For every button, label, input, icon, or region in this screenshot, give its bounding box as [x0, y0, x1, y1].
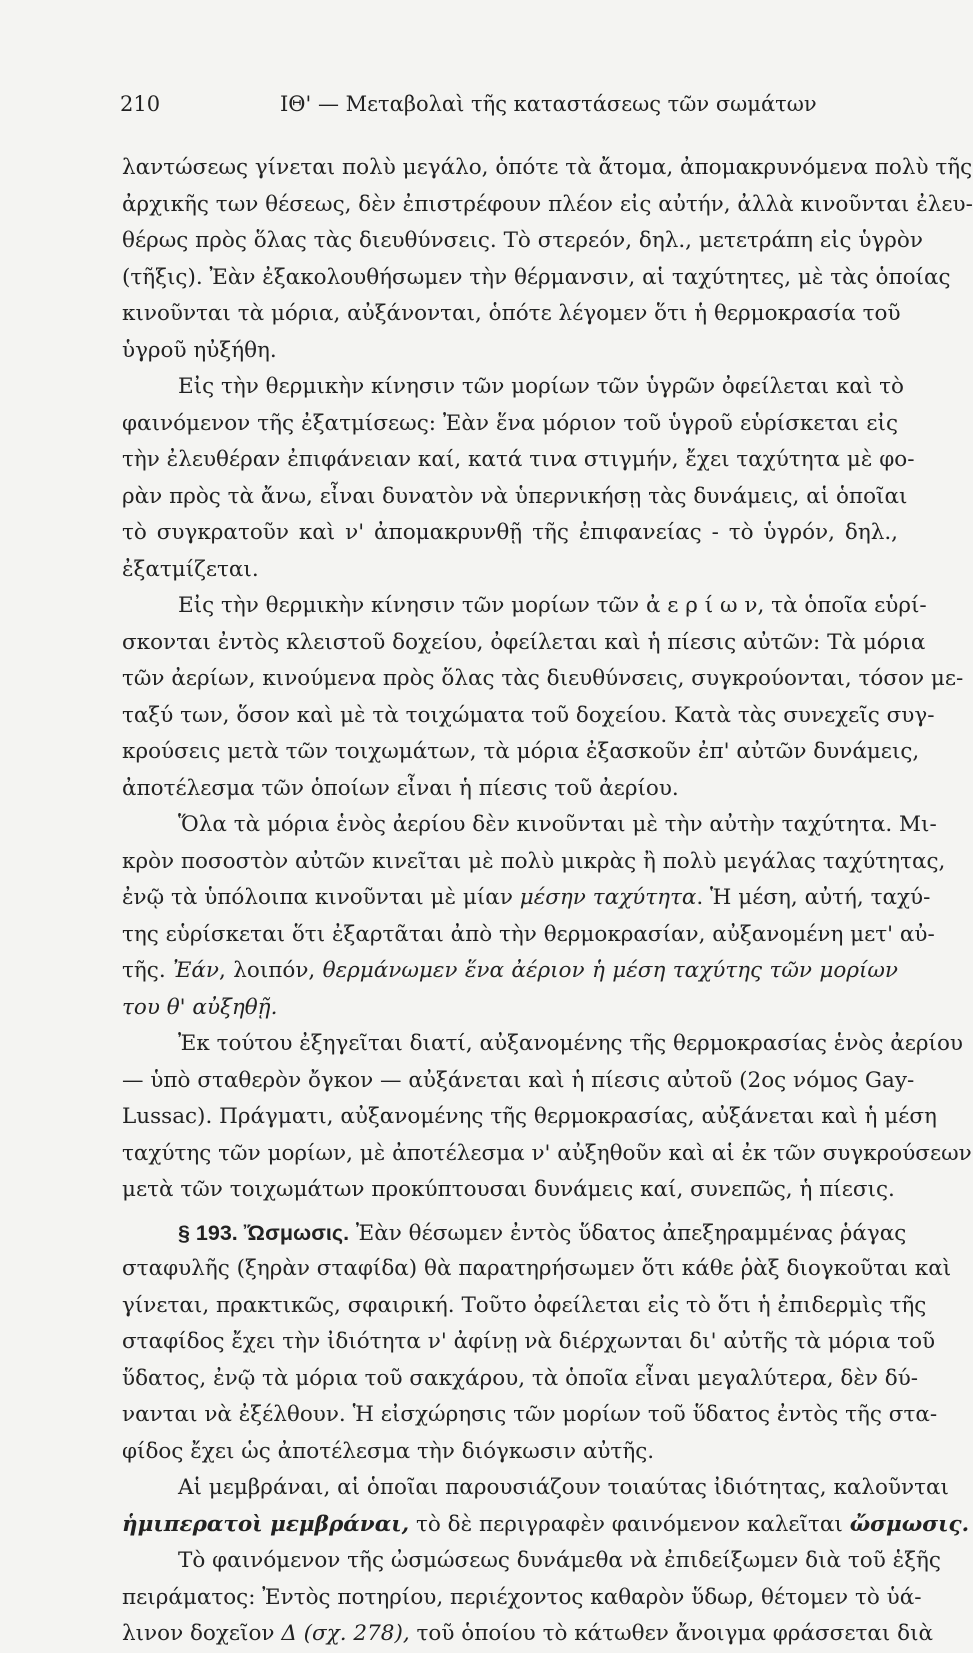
page-number: 210 — [120, 92, 161, 116]
page-header — [120, 92, 900, 122]
text-line: ἀρχικῆς των θέσεως, δὲν ἐπιστρέφουν πλέον εἰς αὐτήν, ἀλλὰ κινοῦνται ἐλευ- — [122, 191, 973, 217]
text-line: Αἱ μεμβράναι, αἱ ὁποῖαι παρουσιάζουν τοιαύτας ἰδιότητας, καλοῦνται — [178, 1475, 949, 1500]
text-line: σκονται ἐντὸς κλειστοῦ δοχείου, ὀφείλεται καὶ ἡ πίεσις αὐτῶν: Τὰ μόρια — [122, 629, 926, 655]
text-line: σταφυλῆς (ξηρὰν σταφίδα) θὰ παρατηρήσωμεν ὅτι κάθε ῥὰξ διογκοῦται καὶ — [122, 1256, 952, 1281]
text-line: ὑγροῦ ηὐξήθη. — [122, 337, 277, 363]
text-line: πειράματος: Ἐντὸς ποτηρίου, περιέχοντος καθαρὸν ὕδωρ, θέτομεν τὸ ὑά- — [122, 1584, 922, 1610]
text-line: Τὸ φαινόμενον τῆς ὠσμώσεως δυνάμεθα νὰ ἐπιδείξωμεν διὰ τοῦ ἑξῆς — [178, 1548, 941, 1573]
text-run: . Ἡ μέση, αὐτή, ταχύ- — [696, 885, 931, 910]
text-line: θέρως πρὸς ὅλας τὰς διευθύνσεις. Τὸ στερεόν, δηλ., μετετράπη εἰς ὑγρὸν — [122, 228, 923, 253]
text-line — [122, 953, 898, 990]
text-line: (τῆξις). Ἐὰν ἐξακολουθήσωμεν τὴν θέρμανσιν, αἱ ταχύτητες, μὲ τὰς ὁποίας — [122, 264, 951, 290]
bold-term: ὤσμωσις. — [849, 1511, 970, 1537]
text-run: τῆς. — [122, 958, 174, 983]
text-run: τοῦ ὁποίου τὸ κάτωθεν ἄνοιγμα φράσσεται διὰ — [409, 1621, 934, 1646]
text-run: ἐνῷ τὰ ὑπόλοιπα κινοῦνται μὲ μίαν — [122, 885, 520, 910]
text-line: της εὑρίσκεται ὅτι ἐξαρτᾶται ἀπὸ τὴν θερμοκρασίαν, αὐξανομένη μετ' αὐ- — [122, 921, 935, 947]
text-line: του θ' αὐξηθῇ. — [122, 994, 278, 1020]
text-line: λαντώσεως γίνεται πολὺ μεγάλο, ὁπότε τὰ ἄτομα, ἀπομακρυνόμενα πολὺ τῆς — [122, 155, 973, 180]
italic-term: μέσην ταχύτητα — [519, 885, 697, 910]
text-line: — ὑπὸ σταθερὸν ὄγκον — αὐξάνεται καὶ ἡ πίεσις αὐτοῦ (2ος νόμος Gay- — [122, 1067, 915, 1093]
text-run: λινον δοχεῖον — [122, 1621, 282, 1646]
text-line — [122, 1507, 970, 1544]
text-line: τῶν ἀερίων, κινούμενα πρὸς ὅλας τὰς διευθύνσεις, συγκρούονται, τόσον με- — [122, 666, 964, 691]
text-line: σταφίδος ἔχει τὴν ἰδιότητα ν' ἀφίνῃ νὰ διέρχωνται δι' αὐτῆς τὰ μόρια τοῦ — [122, 1329, 936, 1354]
text-line: ρὰν πρὸς τὰ ἄνω, εἶναι δυνατὸν νὰ ὑπερνικήσῃ τὰς δυνάμεις, αἱ ὁποῖαι — [122, 483, 908, 509]
text-line: ἀποτέλεσμα τῶν ὁποίων εἶναι ἡ πίεσις τοῦ ἀερίου. — [122, 775, 679, 801]
text-line: ἐξατμίζεται. — [122, 556, 259, 582]
bold-term: ἡμιπερατοὶ μεμβράναι, — [122, 1511, 410, 1537]
text-line: γίνεται, πρακτικῶς, σφαιρική. Τοῦτο ὀφείλεται εἰς τὸ ὅτι ἡ ἐπιδερμὶς τῆς — [122, 1292, 927, 1318]
text-line: τὴν ἐλευθέραν ἐπιφάνειαν καί, κατά τινα στιγμήν, ἔχει ταχύτητα μὲ φο- — [122, 447, 915, 472]
text-line: τὸ συγκρατοῦν καὶ ν' ἀπομακρυνθῇ τῆς ἐπιφανείας - τὸ ὑγρόν, δηλ., — [122, 520, 898, 545]
text-line: ταχύτης τῶν μορίων, μὲ ἀποτέλεσμα ν' αὐξηθοῦν καὶ αἱ ἐκ τῶν συγκρούσεων — [122, 1140, 972, 1166]
section-heading-line — [122, 1215, 907, 1252]
text-line: Ἐκ τούτου ἐξηγεῖται διατί, αὐξανομένης τῆς θερμοκρασίας ἑνὸς ἀερίου — [178, 1031, 963, 1056]
text-run: τὸ δὲ περιγραφὲν φαινόμενον καλεῖται — [409, 1511, 850, 1537]
text-line: Εἰς τὴν θερμικὴν κίνησιν τῶν μορίων τῶν ὑγρῶν ὀφείλεται καὶ τὸ — [178, 374, 905, 399]
text-run: , λοιπόν, — [219, 958, 323, 983]
text-line: Ὅλα τὰ μόρια ἑνὸς ἀερίου δὲν κινοῦνται μὲ τὴν αὐτὴν ταχύτητα. Μι- — [178, 812, 937, 837]
running-title: ΙΘ' — Μεταβολαὶ τῆς καταστάσεως τῶν σωμάτων — [280, 92, 817, 116]
body-text — [122, 150, 973, 1653]
text-line: φαινόμενον τῆς ἐξατμίσεως: Ἐὰν ἕνα μόριον τοῦ ὑγροῦ εὑρίσκεται εἰς — [122, 410, 898, 436]
text-line: κινοῦνται τὰ μόρια, αὐξάνονται, ὁπότε λέγομεν ὅτι ἡ θερμοκρασία τοῦ — [122, 301, 901, 326]
text-line: νανται νὰ ἐξέλθουν. Ἡ εἰσχώρησις τῶν μορίων τοῦ ὕδατος ἐντὸς τῆς στα- — [122, 1402, 938, 1427]
text-line: ὕδατος, ἐνῷ τὰ μόρια τοῦ σακχάρου, τὰ ὁποῖα εἶναι μεγαλύτερα, δὲν δύ- — [122, 1365, 919, 1391]
italic-term: Ἐάν — [173, 958, 220, 983]
text-line: κρὸν ποσοστὸν αὐτῶν κινεῖται μὲ πολὺ μικρὰς ἢ πολὺ μεγάλας ταχύτητας, — [122, 848, 946, 874]
figure-reference: Δ (σχ. 278), — [281, 1621, 410, 1646]
text-line: κρούσεις μετὰ τῶν τοιχωμάτων, τὰ μόρια ἐξασκοῦν ἐπ' αὐτῶν δυνάμεις, — [122, 739, 920, 764]
text-line: ταξύ των, ὅσον καὶ μὲ τὰ τοιχώματα τοῦ δοχείου. Κατὰ τὰς συνεχεῖς συγ- — [122, 702, 935, 728]
text-run: Ἐὰν θέσωμεν ἐντὸς ὕδατος ἀπεξηραμμένας ῥάγας — [349, 1220, 907, 1246]
text-line: μετὰ τῶν τοιχωμάτων προκύπτουσαι δυνάμεις καί, συνεπῶς, ἡ πίεσις. — [122, 1177, 895, 1202]
section-heading: § 193. Ὤσμωσις. — [178, 1220, 350, 1245]
text-line: Lussac). Πράγματι, αὐξανομένης τῆς θερμοκρασίας, αὐξάνεται καὶ ἡ μέση — [122, 1104, 937, 1129]
text-line — [122, 880, 931, 917]
text-line: Εἰς τὴν θερμικὴν κίνησιν τῶν μορίων τῶν ἀ ε ρ ί ω ν, τὰ ὁποῖα εὑρί- — [178, 593, 927, 618]
italic-term: θερμάνωμεν ἕνα ἀέριον ἡ μέση ταχύτης τῶν μορίων — [322, 958, 899, 983]
text-line: φίδος ἔχει ὡς ἀποτέλεσμα τὴν διόγκωσιν αὐτῆς. — [122, 1438, 655, 1464]
text-line — [122, 1616, 934, 1653]
